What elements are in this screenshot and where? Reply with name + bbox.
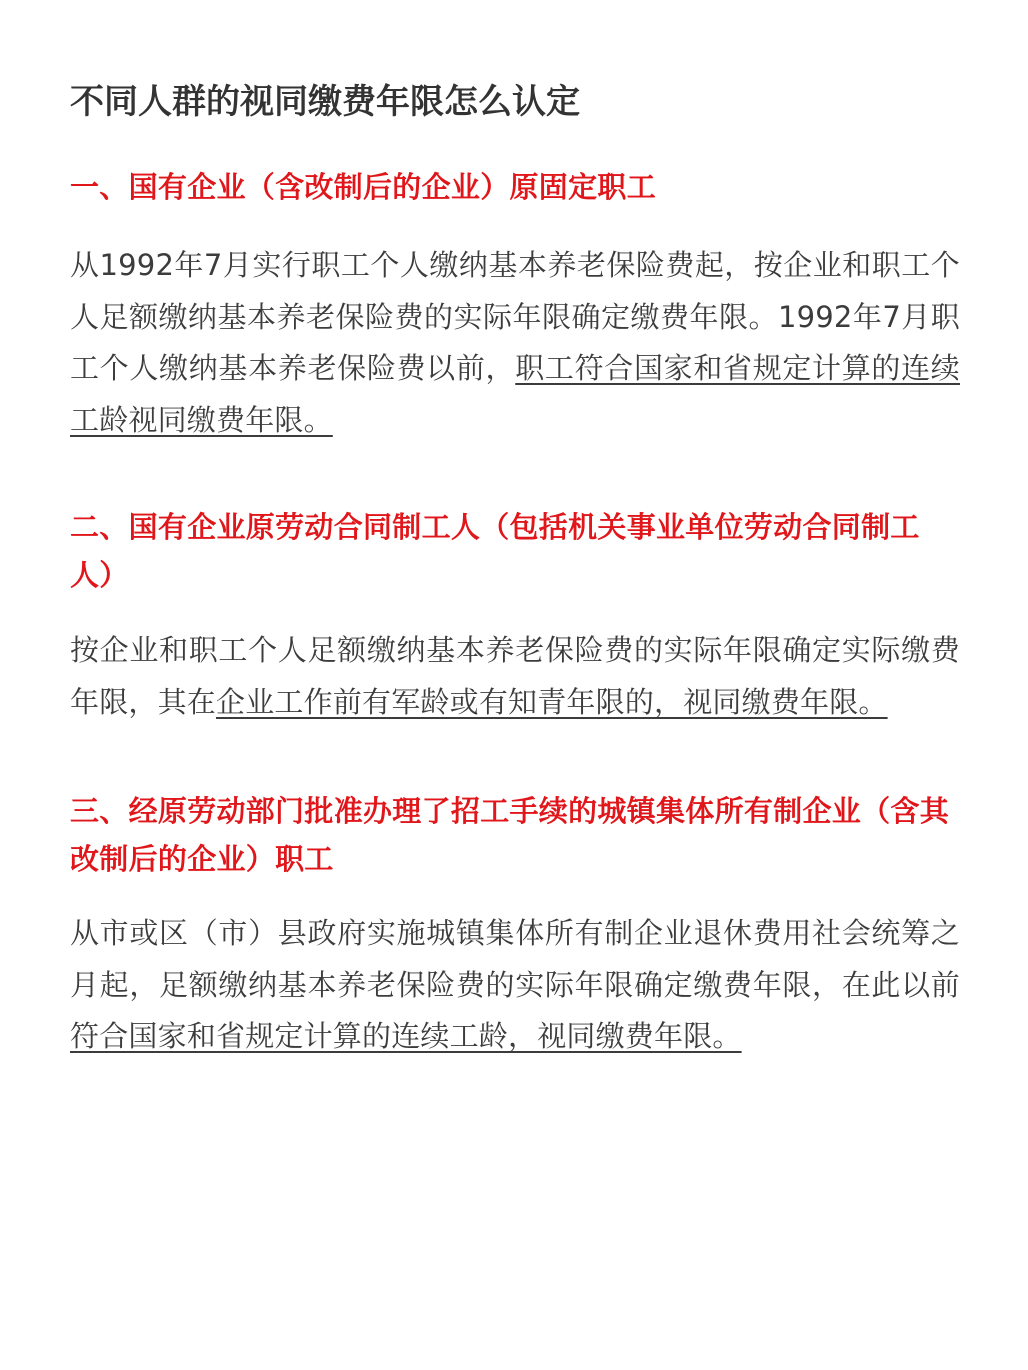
section-heading-2: 二、国有企业原劳动合同制工人（包括机关事业单位劳动合同制工人） xyxy=(70,510,920,592)
section-heading-1: 一、国有企业（含改制后的企业）原固定职工 xyxy=(70,170,657,204)
section-body-3-underlined: 符合国家和省规定计算的连续工龄，视同缴费年限。 xyxy=(70,1019,742,1053)
section-body-1-text: 从1992年7月实行职工个人缴纳基本养老保险费起，按企业和职工个人足额缴纳基本养老保险费的实际年限确定缴费年限。1992年7月职工个人缴纳基本养老保险费以前， xyxy=(70,248,960,385)
section-body-3-text: 从市或区（市）县政府实施城镇集体所有制企业退休费用社会统筹之月起，足额缴纳基本养老保险费的实际年限确定缴费年限，在此以前 xyxy=(70,916,960,1002)
section-body-2 xyxy=(70,625,960,728)
page-title: 不同人群的视同缴费年限怎么认定 xyxy=(70,82,580,122)
section-body-3 xyxy=(70,908,960,1063)
section-body-1 xyxy=(70,240,960,446)
section-heading-3: 三、经原劳动部门批准办理了招工手续的城镇集体所有制企业（含其改制后的企业）职工 xyxy=(70,794,950,876)
section-body-1-underlined: 职工符合国家和省规定计算的连续工龄视同缴费年限。 xyxy=(70,351,960,437)
section-body-2-text: 按企业和职工个人足额缴纳基本养老保险费的实际年限确定实际缴费年限，其在 xyxy=(70,633,960,719)
section-body-2-underlined: 企业工作前有军龄或有知青年限的，视同缴费年限。 xyxy=(216,684,888,719)
